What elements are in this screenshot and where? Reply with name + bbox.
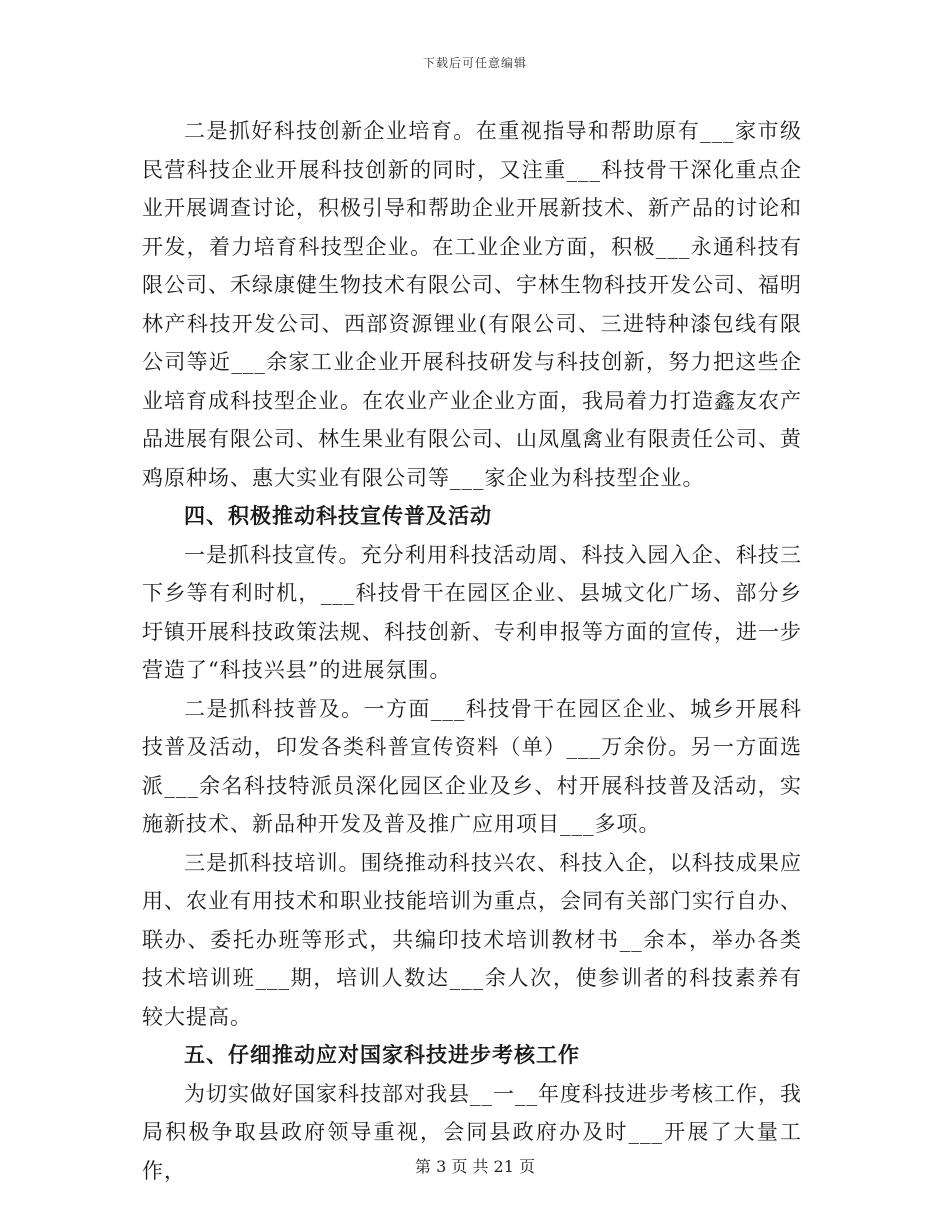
paragraph-tech-publicity: 一是抓科技宣传。充分利用科技活动周、科技入园入企、科技三下乡等有利时机，___科技骨干在园区企业、县城文化广场、部分乡圩镇开展科技政策法规、科技创新、专利申报等方面的宣传，进一步营造了“科技兴县”的进展氛围。 bbox=[142, 542, 802, 682]
document-body bbox=[142, 112, 802, 1190]
section-heading-5: 五、仔细推动应对国家科技进步考核工作 bbox=[184, 1043, 580, 1067]
paragraph-tech-popularization: 二是抓科技普及。一方面___科技骨干在园区企业、城乡开展科技普及活动，印发各类科普宣传资料（单）___万余份。另一方面选派___余名科技特派员深化园区企业及乡、村开展科技普及活动，实施新技术、新品种开发及普及推广应用项目___多项。 bbox=[142, 696, 802, 836]
page-number: 第 3 页 共 21 页 bbox=[415, 1157, 535, 1176]
page-header: 下载后可任意编辑 bbox=[422, 56, 527, 70]
paragraph-enterprise-cultivation: 二是抓好科技创新企业培育。在重视指导和帮助原有___家市级民营科技企业开展科技创新的同时，又注重___科技骨干深化重点企业开展调查讨论，积极引导和帮助企业开展新技术、新产品的讨论和开发，着力培育科技型企业。在工业企业方面，积极___永通科技有限公司、禾绿康健生物技术有限公司、宇林生物科技开发公司、福明林产科技开发公司、西部资源锂业(有限公司、三进特种漆包线有限公司等近___余家工业企业开展科技研发与科技创新，努力把这些企业培育成科技型企业。在农业产业企业方面，我局着力打造鑫友农产品进展有限公司、林生果业有限公司、山凤凰禽业有限责任公司、黄鸡原种场、惠大实业有限公司等___家企业为科技型企业。 bbox=[142, 119, 802, 490]
paragraph-progress-assessment: 为切实做好国家科技部对我县__一__年度科技进步考核工作，我局积极争取县政府领导重视，会同县政府办及时___开展了大量工作， bbox=[142, 1081, 802, 1183]
section-heading-4: 四、积极推动科技宣传普及活动 bbox=[184, 504, 492, 528]
paragraph-tech-training: 三是抓科技培训。围绕推动科技兴农、科技入企，以科技成果应用、农业有用技术和职业技能培训为重点，会同有关部门实行自办、联办、委托办班等形式，共编印技术培训教材书__余本，举办各类技术培训班___期，培训人数达___余人次，使参训者的科技素养有较大提高。 bbox=[142, 850, 802, 1029]
